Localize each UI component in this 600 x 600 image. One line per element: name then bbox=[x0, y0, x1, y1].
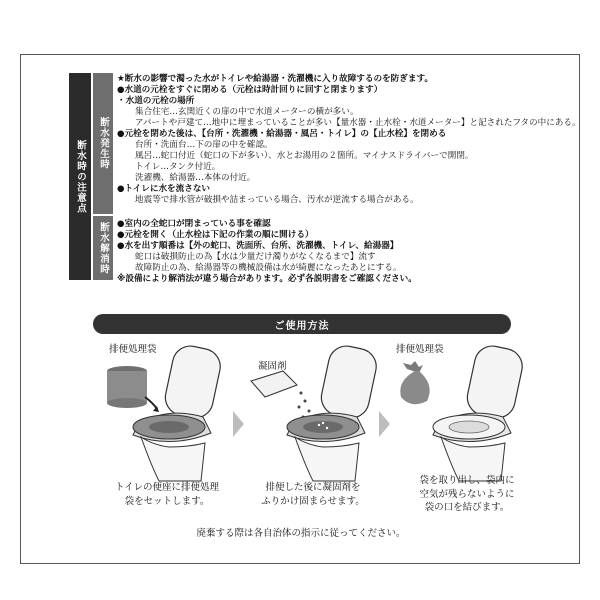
disposal-note: 廃棄する際は各自治体の指示に従ってください。 bbox=[196, 528, 406, 539]
note-line: 風呂…蛇口付近（蛇口の下が多い）、水とお湯用の２箇所。マイナスドライバーで開閉。 bbox=[135, 151, 474, 161]
step1-caption: トイレの便座に排便処理 袋をセットします。 bbox=[114, 482, 220, 507]
outage-notes-section bbox=[69, 73, 581, 284]
note-line: 蛇口は破損防止の為【水は少量だけ濁りがなくなるまで】流す bbox=[135, 252, 376, 262]
section-label-outage-notes: 断水時の注意点 bbox=[69, 73, 91, 280]
usage-section-title: ご使用方法 bbox=[93, 314, 511, 334]
bag-label: 排便処理袋 bbox=[109, 344, 157, 355]
note-line: ●トイレに水を流さない bbox=[117, 184, 211, 194]
bag-label: 排便処理袋 bbox=[396, 344, 444, 355]
note-line: ●元栓を開く（止水栓は下記の作業の順に開ける） bbox=[117, 230, 314, 240]
note-line: アパートや戸建て…地中に埋まっていることが多い【量水器・止水栓・水道メーター】と記されたフタの中にある。 bbox=[135, 118, 581, 128]
note-line: 故障防止の為、給湯器等の機械設備は水が綺麗になったあとにする。 bbox=[135, 263, 402, 273]
note-line: ★断水の影響で濁った水がトイレや給湯器・洗濯機に入り故障するのを防ぎます。 bbox=[117, 74, 433, 84]
step3-caption: 袋を取り出し、袋内に 空気が残らないように 袋の口を結びます。 bbox=[419, 475, 515, 513]
note-line: ●室内の全蛇口が閉まっている事を確認 bbox=[117, 219, 271, 229]
restore-instructions bbox=[117, 219, 562, 285]
note-line: 洗濯機、給湯器…本体の付近。 bbox=[135, 173, 256, 183]
subsection-label-restore: 断水解消時 bbox=[93, 216, 113, 280]
note-line: ●水を出す順番は【外の蛇口、洗面所、台所、洗濯機、トイレ、給湯器】 bbox=[117, 241, 399, 251]
note-line: ●水道の元栓をすぐに閉める（元栓は時計回りに回すと閉まります） bbox=[117, 85, 383, 95]
note-line: ●元栓を閉めた後は、【台所・洗濯機・給湯器・風呂・トイレ】の【止水栓】を閉める bbox=[117, 129, 447, 139]
toilet-with-coagulant-illustration bbox=[243, 341, 383, 491]
coagulant-label: 凝固剤 bbox=[258, 361, 287, 372]
toilet-with-bag-illustration bbox=[99, 341, 229, 491]
note-line: 集合住宅…玄関近くの扉の中で水道メーターの横が多い。 bbox=[135, 107, 359, 117]
note-line: 台所・洗面台…下の扉の中を確認。 bbox=[135, 140, 273, 150]
note-line: ※設備により解消法が違う場合があります。必ず各説明書をご確認ください。 bbox=[117, 274, 417, 284]
outage-instructions bbox=[117, 74, 581, 206]
step2-caption: 排便した後に凝固剤を ふりかけ固まらせます。 bbox=[261, 482, 365, 507]
note-line: トイレ…タンク付近。 bbox=[135, 162, 221, 172]
subsection-label-outage: 断水発生時 bbox=[93, 73, 113, 214]
note-line: ・水道の元栓の場所 bbox=[117, 96, 195, 106]
toilet-with-tied-bag-illustration bbox=[389, 341, 529, 491]
instruction-panel bbox=[20, 54, 580, 564]
note-line: 地震等で排水管が破損や詰まっている場合、汚水が逆流する場合がある。 bbox=[135, 195, 419, 205]
